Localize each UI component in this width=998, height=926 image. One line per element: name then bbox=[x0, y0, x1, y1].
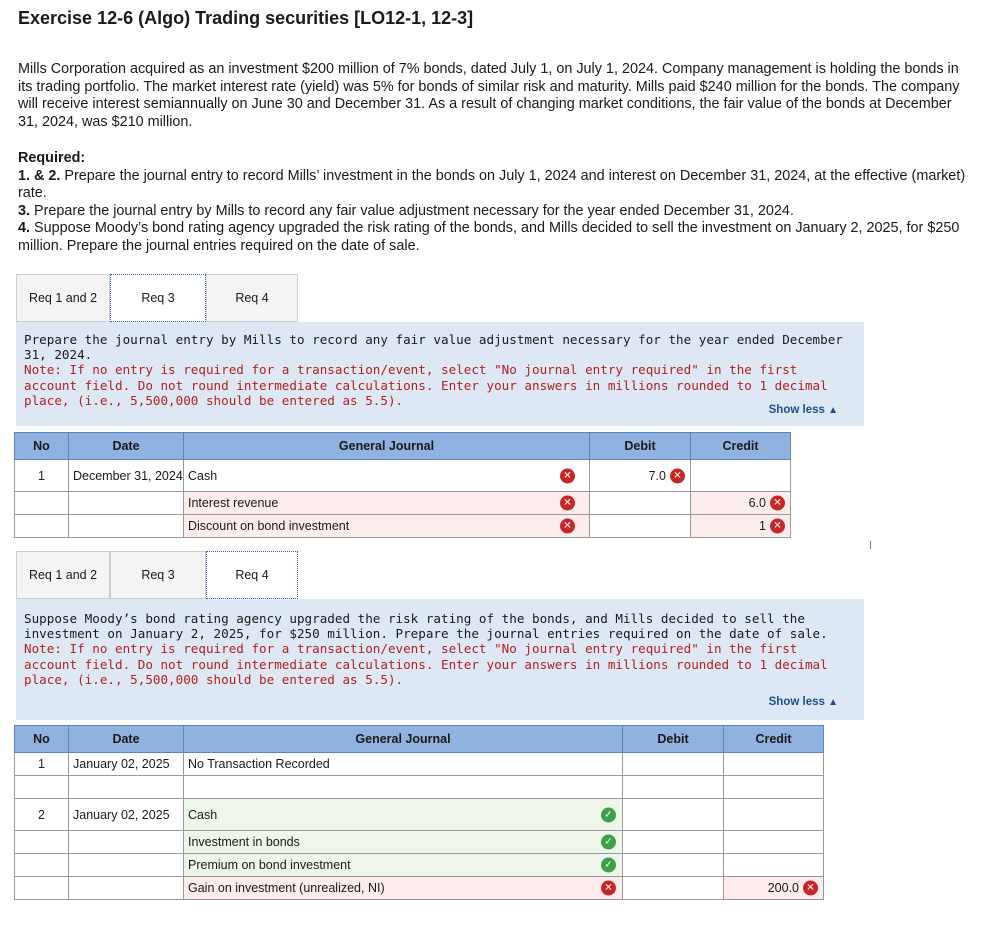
incorrect-icon: ✕ bbox=[770, 519, 785, 534]
triangle-up-icon: ▲ bbox=[828, 697, 838, 708]
debit-field[interactable] bbox=[623, 854, 724, 877]
entry-number: 1 bbox=[15, 460, 69, 492]
credit-field[interactable] bbox=[691, 460, 791, 492]
correct-icon: ✓ bbox=[601, 858, 616, 873]
debit-field[interactable] bbox=[590, 515, 691, 538]
credit-field[interactable] bbox=[724, 799, 824, 831]
show-less-link[interactable]: Show less ▲ bbox=[768, 696, 838, 708]
incorrect-icon: ✕ bbox=[560, 496, 575, 511]
incorrect-icon: ✕ bbox=[670, 468, 685, 483]
table-row-spacer bbox=[15, 776, 824, 799]
instruction-text: Suppose Moody’s bond rating agency upgraded the risk rating of the bonds, and Mills decided to sell the investment on January 2, 2025, for $250 million. Prepare the journal entries required on the date of sale. bbox=[24, 611, 828, 642]
instructions-panel bbox=[16, 599, 864, 720]
requirement-item: 1. & 2. Prepare the journal entry to record Mills’ investment in the bonds on July 1, 2024 and interest on December 31, 2024, at the effective (market) rate. bbox=[18, 167, 966, 201]
incorrect-icon: ✕ bbox=[601, 881, 616, 896]
date-field[interactable] bbox=[69, 492, 184, 515]
col-credit: Credit bbox=[691, 433, 791, 460]
col-general-journal: General Journal bbox=[184, 726, 623, 753]
requirement-tabs bbox=[16, 551, 298, 599]
incorrect-icon: ✕ bbox=[803, 881, 818, 896]
date-field[interactable]: January 02, 2025 bbox=[69, 799, 184, 831]
account-field[interactable]: Cash ✓ bbox=[184, 799, 623, 831]
required-heading: Required: bbox=[18, 150, 86, 166]
debit-field[interactable] bbox=[623, 877, 724, 900]
instructions-panel bbox=[16, 322, 864, 426]
col-no: No bbox=[15, 726, 69, 753]
credit-field[interactable] bbox=[724, 854, 824, 877]
incorrect-icon: ✕ bbox=[560, 519, 575, 534]
date-field[interactable] bbox=[69, 877, 184, 900]
col-credit: Credit bbox=[724, 726, 824, 753]
requirement-item: 3. Prepare the journal entry by Mills to record any fair value adjustment necessary for the year ended December 31, 2024. bbox=[18, 202, 794, 219]
date-field[interactable]: January 02, 2025 bbox=[69, 753, 184, 776]
journal-table-req3 bbox=[14, 432, 791, 538]
tab-req-1-and-2[interactable]: Req 1 and 2 bbox=[16, 274, 110, 322]
correct-icon: ✓ bbox=[601, 835, 616, 850]
col-general-journal: General Journal bbox=[184, 433, 590, 460]
entry-number bbox=[15, 515, 69, 538]
problem-description: Mills Corporation acquired as an investment $200 million of 7% bonds, dated July 1, on July 1, 2024. Company management is holding the bonds in its trading portfolio. The market interest rate (yield) was 5% for bonds of similar risk and maturity. Mills paid $240 million for the bonds. The company will receive interest semiannually on June 30 and December 31. As a result of changing market conditions, the fair value of the bonds at December 31, 2024, was $210 million. bbox=[18, 61, 960, 130]
credit-field[interactable] bbox=[724, 831, 824, 854]
col-no: No bbox=[15, 433, 69, 460]
correct-icon: ✓ bbox=[601, 807, 616, 822]
table-row bbox=[15, 515, 791, 538]
credit-field[interactable]: 1 ✕ bbox=[691, 515, 791, 538]
account-field[interactable]: Interest revenue ✕ bbox=[184, 492, 590, 515]
entry-number: 2 bbox=[15, 799, 69, 831]
requirements bbox=[18, 150, 968, 255]
table-row bbox=[15, 854, 824, 877]
instruction-text: Prepare the journal entry by Mills to record any fair value adjustment necessary for the year ended December 31, 2024. bbox=[24, 332, 843, 363]
table-row bbox=[15, 753, 824, 776]
tab-req-4[interactable]: Req 4 bbox=[206, 274, 298, 322]
debit-field[interactable] bbox=[623, 753, 724, 776]
credit-field[interactable] bbox=[724, 753, 824, 776]
credit-field[interactable]: 6.0 ✕ bbox=[691, 492, 791, 515]
debit-field[interactable] bbox=[590, 492, 691, 515]
debit-field[interactable] bbox=[623, 799, 724, 831]
tab-req-1-and-2[interactable]: Req 1 and 2 bbox=[16, 551, 110, 599]
table-row bbox=[15, 492, 791, 515]
incorrect-icon: ✕ bbox=[560, 468, 575, 483]
table-row bbox=[15, 460, 791, 492]
col-debit: Debit bbox=[623, 726, 724, 753]
date-field[interactable] bbox=[69, 831, 184, 854]
tab-req-3[interactable]: Req 3 bbox=[110, 551, 206, 599]
col-debit: Debit bbox=[590, 433, 691, 460]
debit-field[interactable]: 7.0 ✕ bbox=[590, 460, 691, 492]
incorrect-icon: ✕ bbox=[770, 496, 785, 511]
account-field[interactable]: No Transaction Recorded bbox=[184, 753, 623, 776]
entry-number bbox=[15, 831, 69, 854]
account-field[interactable]: Cash ✕ bbox=[184, 460, 590, 492]
divider bbox=[870, 541, 871, 549]
entry-number bbox=[15, 492, 69, 515]
tab-req-4[interactable]: Req 4 bbox=[206, 551, 298, 599]
triangle-up-icon: ▲ bbox=[828, 405, 838, 416]
col-date: Date bbox=[69, 433, 184, 460]
entry-number bbox=[15, 854, 69, 877]
date-field[interactable] bbox=[69, 515, 184, 538]
requirement-tabs bbox=[16, 274, 298, 322]
table-row bbox=[15, 831, 824, 854]
exercise-title: Exercise 12-6 (Algo) Trading securities [LO12-1, 12-3] bbox=[18, 8, 474, 28]
date-field[interactable] bbox=[69, 854, 184, 877]
account-field[interactable]: Discount on bond investment ✕ bbox=[184, 515, 590, 538]
journal-table-req4 bbox=[14, 725, 824, 900]
date-field[interactable]: December 31, 2024 bbox=[69, 460, 184, 492]
account-field[interactable]: Premium on bond investment ✓ bbox=[184, 854, 623, 877]
tab-req-3[interactable]: Req 3 bbox=[110, 274, 206, 322]
credit-field[interactable]: 200.0 ✕ bbox=[724, 877, 824, 900]
debit-field[interactable] bbox=[623, 831, 724, 854]
requirement-item: 4. Suppose Moody’s bond rating agency upgraded the risk rating of the bonds, and Mills decided to sell the investment on January 2, 2025, for $250 million. Prepare the journal entries required on the date of sale. bbox=[18, 220, 960, 254]
table-row bbox=[15, 877, 824, 900]
note-text: Note: If no entry is required for a transaction/event, select "No journal entry required" in the first account field. Do not round intermediate calculations. Enter your answers in millions rounded to 1 decimal place, (i.e., 5,500,000 should be entered as 5.5). bbox=[24, 641, 828, 687]
show-less-link[interactable]: Show less ▲ bbox=[768, 404, 838, 416]
note-text: Note: If no entry is required for a transaction/event, select "No journal entry required" in the first account field. Do not round intermediate calculations. Enter your answers in millions rounded to 1 decimal place, (i.e., 5,500,000 should be entered as 5.5). bbox=[24, 362, 828, 408]
col-date: Date bbox=[69, 726, 184, 753]
account-field[interactable]: Gain on investment (unrealized, NI) ✕ bbox=[184, 877, 623, 900]
account-field[interactable]: Investment in bonds ✓ bbox=[184, 831, 623, 854]
entry-number bbox=[15, 877, 69, 900]
entry-number: 1 bbox=[15, 753, 69, 776]
table-row bbox=[15, 799, 824, 831]
